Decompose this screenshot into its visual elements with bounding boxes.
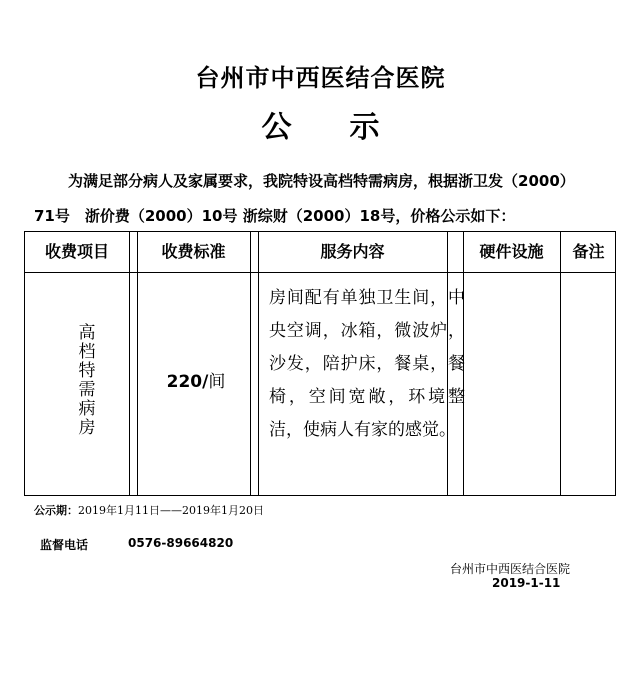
intro-line-1: 为满足部分病人及家属要求，我院特设高档特需病房，根据浙卫发（2000） [68, 172, 575, 190]
cell-item-text: 高档特需病房 [74, 323, 95, 437]
publicity-period [34, 502, 264, 518]
cell-item [45, 280, 125, 480]
header-item: 收费项目 [44, 242, 109, 261]
publicity-period-label: 公示期： [34, 504, 78, 517]
header-price: 收费标准 [161, 242, 226, 261]
publicity-period-value: 2019年1月11日——2019年1月20日 [78, 504, 264, 517]
supervision-phone-number: 0576-89664820 [128, 536, 234, 550]
signature-date: 2019-1-11 [492, 576, 561, 590]
cell-price-value: 220/ [166, 372, 209, 392]
cell-price-unit: 间 [208, 372, 226, 392]
header-facility: 硬件设施 [479, 242, 544, 261]
cell-price [143, 367, 249, 392]
header-service: 服务内容 [320, 242, 385, 261]
supervision-phone-label: 监督电话 [40, 538, 89, 552]
table-header-divider [25, 272, 615, 273]
intro-line-2: 71号 浙价费（2000）10号 浙综财（2000）18号，价格公示如下： [34, 207, 516, 225]
document-title: 台州市中西医结合医院 [195, 64, 446, 92]
price-table [24, 231, 616, 496]
cell-service: 房间配有单独卫生间，中央空调，冰箱，微波炉，沙发，陪护床，餐桌，餐椅，空间宽敞，环境整洁，使病人有家的感觉。 [269, 288, 465, 440]
header-remark: 备注 [572, 242, 605, 261]
signature-name: 台州市中西医结合医院 [450, 562, 571, 576]
document-subtitle: 公示 [261, 110, 438, 145]
